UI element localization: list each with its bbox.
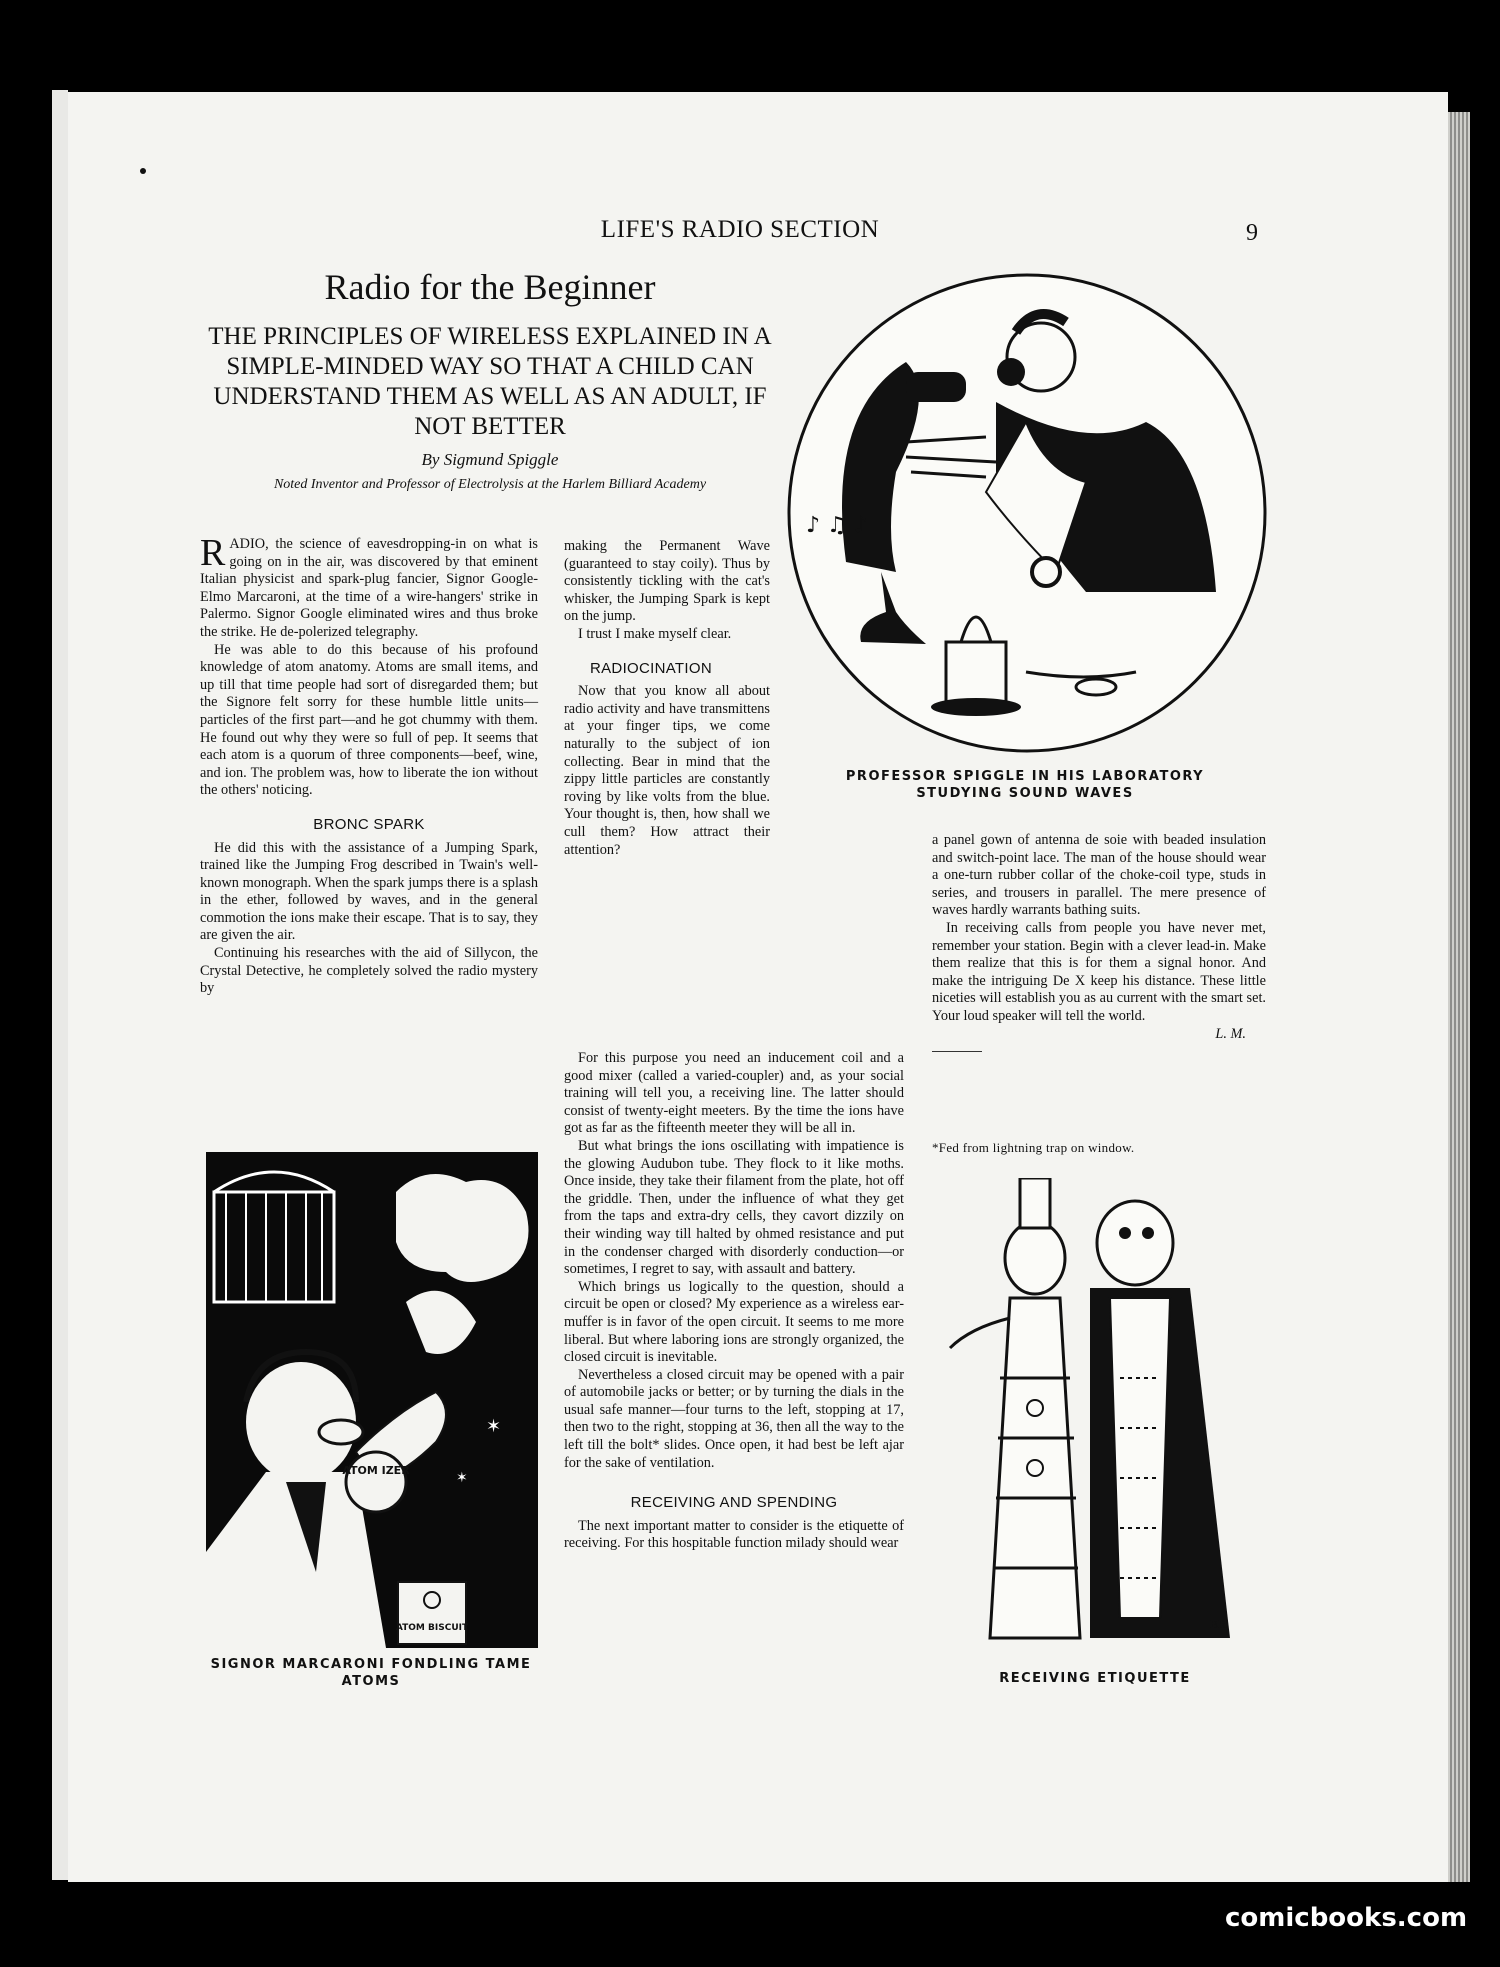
column-1: [200, 532, 538, 998]
marcaroni-illustration: [206, 1152, 538, 1648]
byline: By Sigmund Spiggle: [421, 450, 559, 469]
column-2-lower: [564, 1050, 904, 1553]
paragraph: The next important matter to consider is the etiquette of receiving. For this hospitable function milady should wear: [564, 1517, 904, 1552]
paragraph: But what brings the ions oscillating with impatience is the glowing Audubon tube. They flock to it like moths. Once inside, they take their filament from the plate, hot off the griddle. Then, under the influence of what they get from the taps and extra-dry cells, they cavort dizzily on their winding way till halted by ohmed resistance and put in the condenser charged with disorderly conduction—or sometimes, I regret to say, with assault and battery.: [564, 1137, 904, 1278]
paragraph: He did this with the assistance of a Jumping Spark, trained like the Jumping Frog described in Twain's well-known monograph. When the spark jumps there is a splash in the ether, followed by waves, and in the general commotion the ions make their escape. That is to say, they are given the air.: [200, 839, 538, 944]
paragraph: In receiving calls from people you have never met, remember your station. Begin with a clever lead-in. Make them realize that this is for them a signal honor. And make the intriguing De X keep his distance. These little niceties will establish you as au current with the smart set. Your loud speaker will tell the world.: [932, 919, 1266, 1024]
professor-illustration: [786, 272, 1268, 754]
svg-text:✶: ✶: [456, 1470, 468, 1486]
section-heading: RECEIVING AND SPENDING: [630, 1494, 838, 1512]
paragraph: Which brings us logically to the question, should a circuit be open or closed? My experience as a wireless ear-muffer is in favor of the open circuit. It seems to me more liberal. But where laboring ions are strongly organized, the closed circuit is inevitable.: [564, 1278, 904, 1366]
running-header: LIFE'S RADIO SECTION: [600, 216, 880, 243]
paragraph: a panel gown of antenna de soie with beaded insulation and switch-point lace. The man of the house should wear a one-turn rubber collar of the choke-coil type, studs in series, and trousers in parallel. The mere presence of waves hardly warrants bathing suits.: [932, 832, 1266, 919]
svg-text:✶: ✶: [486, 1416, 502, 1437]
article-deck: THE PRINCIPLES OF WIRELESS EXPLAINED IN A SIMPLE-MINDED WAY SO THAT A CHILD CAN UNDERSTAND THEM AS WELL AS AN ADULT, IF NOT BETTER: [208, 323, 772, 440]
footnote: *Fed from lightning trap on window.: [932, 1140, 1135, 1155]
svg-text:♪ ♫ ♪: ♪ ♫ ♪: [806, 513, 868, 538]
etiquette-illustration: [940, 1178, 1250, 1658]
biscuit-label: ATOM BISCUIT: [395, 1623, 469, 1633]
column-2-top: [564, 538, 770, 859]
paragraph: RADIO, the science of eavesdropping-in on what is going on in the air, was discovered by that eminent Italian physicist and spark-plug fancier, Signor Google-Elmo Marcaroni, at the time of a wire-hangers' strike in Palermo. Signor Google eliminated wires and thus broke the strike. He de-polerized telegraphy.: [200, 532, 538, 640]
paragraph: making the Permanent Wave (guaranteed to stay coily). Thus by consistently tickling with the cat's whisker, the Jumping Spark is kept on the jump.: [564, 538, 770, 625]
site-watermark: comicbooks.com: [1225, 1903, 1468, 1933]
binding-dot: [140, 168, 146, 174]
atomizer-label: ATOM IZER: [342, 1464, 410, 1477]
paragraph: Nevertheless a closed circuit may be opened with a pair of automobile jacks or better; or by turning the dials in the usual safe manner—four turns to the left, stopping at 17, then two to the right, stopping at 36, then all the way to the left till the bolt* slides. Once open, it had best be left ajar for the sake of ventilation.: [564, 1366, 904, 1471]
etiquette-caption: RECEIVING ETIQUETTE: [999, 1671, 1191, 1686]
artist-signature: BR.: [1210, 1617, 1230, 1631]
section-heading: BRONC SPARK: [313, 815, 425, 833]
page-edge: [1448, 112, 1470, 1882]
column-3: [932, 832, 1266, 1052]
author-credit: Noted Inventor and Professor of Electrolysis at the Harlem Billiard Academy: [273, 477, 707, 492]
marcaroni-caption: SIGNOR MARCARONI FONDLING TAME ATOMS: [210, 1657, 532, 1689]
paragraph: Continuing his researches with the aid of Sillycon, the Crystal Detective, he completely solved the radio mystery by: [200, 945, 538, 997]
book-spine: [52, 90, 68, 1880]
paragraph: He was able to do this because of his profound knowledge of atom anatomy. Atoms are small items, and up till that time people had sort of disregarded them; but the Signore felt sorry for these humble little units—particles of the first part—and he got chummy with them. He found out why they were so full of pep. It seems that each atom is a quorum of three components—beef, wine, and ion. The problem was, how to liberate the ion without the others' noticing.: [200, 641, 538, 799]
paragraph: I trust I make myself clear.: [578, 625, 732, 642]
page-number: 9: [1246, 220, 1258, 246]
article-title: Radio for the Beginner: [324, 267, 656, 307]
section-heading: RADIOCINATION: [590, 659, 712, 677]
professor-caption: PROFESSOR SPIGGLE IN HIS LABORATORY STUDYING SOUND WAVES: [845, 769, 1205, 801]
drop-cap: R: [200, 532, 226, 574]
signature: L. M.: [1215, 1025, 1246, 1042]
paragraph: Now that you know all about radio activity and have transmittens at your finger tips, we come naturally to the subject of ion collecting. Bear in mind that the zippy little particles are constantly roving by like volts from the blue. Your thought is, then, how shall we cull them? How attract their attention?: [564, 683, 770, 858]
footnote-rule: [932, 1051, 982, 1052]
paragraph: For this purpose you need an inducement coil and a good mixer (called a varied-coupler) and, as your social training will tell you, a receiving line. The latter should consist of twenty-eight meeters. By the time the ions have got as far as the fifteenth meeter they will be all in.: [564, 1050, 904, 1137]
